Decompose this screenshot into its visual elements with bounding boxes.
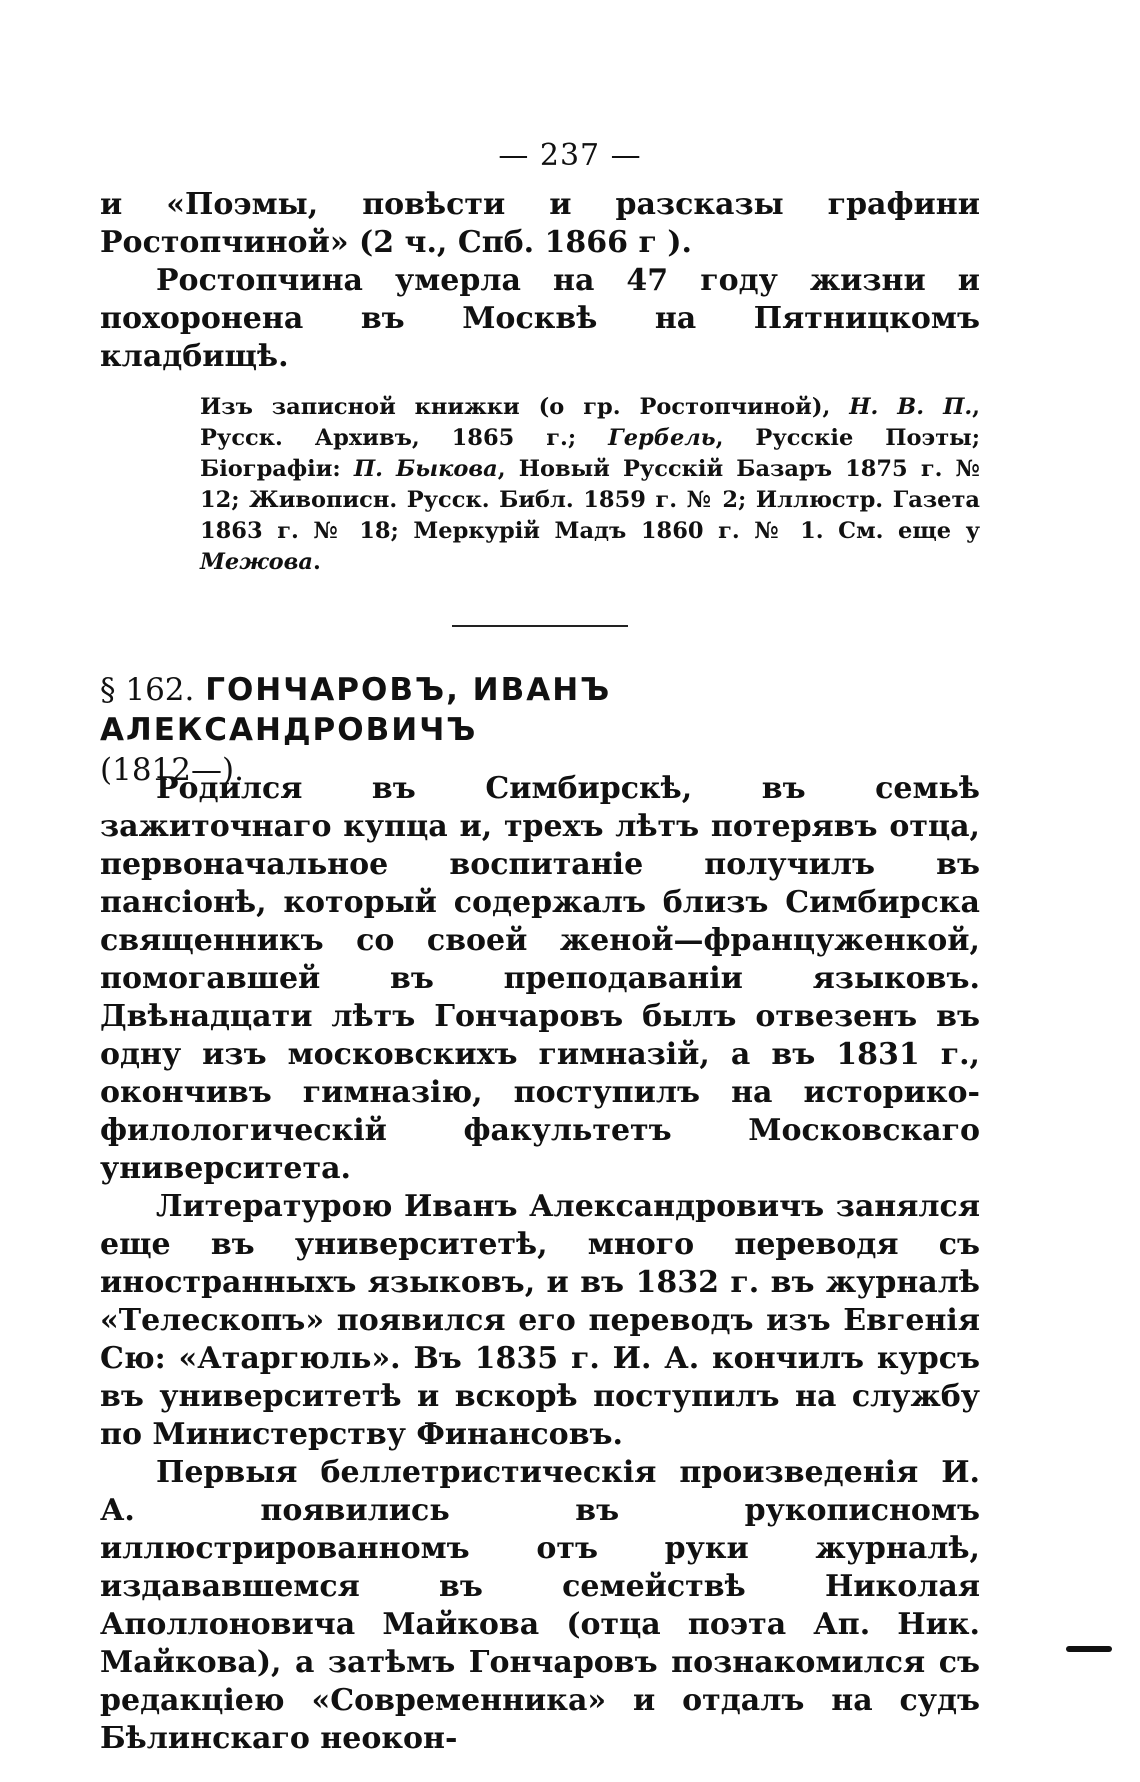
section-title: ГОНЧАРОВЪ, ИВАНЪ АЛЕКСАНДРОВИЧЪ bbox=[100, 672, 612, 748]
note-text-b: , Русск. Архивъ, 1865 г.; bbox=[200, 394, 981, 451]
bibliography-note bbox=[200, 392, 980, 578]
body-paragraph-1: Родился въ Симбирскѣ, въ семьѣ зажиточнаго купца и, трехъ лѣтъ потерявъ отца, первоначальное воспитаніе получилъ въ пансіонѣ, который содержалъ близъ Симбирска священникъ со своей женой—француженкой, помогавшей въ преподаваніи языковъ. Двѣнадцати лѣтъ Гончаровъ былъ отвезенъ въ одну изъ московскихъ гимназій, а въ 1831 г., окончивъ гимназію, поступилъ на историко-филологическій факультетъ Московскаго университета. bbox=[100, 771, 980, 1186]
death-paragraph: Ростопчина умерла на 47 году жизни и похоронена въ Москвѣ на Пятницкомъ кладбищѣ. bbox=[100, 263, 980, 374]
continuation-paragraph: и «Поэмы, повѣсти и разсказы графини Ростопчиной» (2 ч., Спб. 1866 г ). bbox=[100, 187, 980, 260]
section-number: § 162. bbox=[100, 672, 195, 708]
section-years: (1812—). bbox=[100, 752, 244, 788]
margin-mark bbox=[1066, 1646, 1112, 1652]
top-text-block bbox=[100, 186, 980, 376]
note-text-e: . bbox=[312, 549, 321, 575]
body-paragraph-2: Литературою Иванъ Александровичъ занялся еще въ университетѣ, много переводя съ иностранныхъ языковъ, и въ 1832 г. въ журналѣ «Телескопъ» появился его переводъ изъ Евгенія Сю: «Атаргюль». Въ 1835 г. И. А. кончилъ курсъ въ университетѣ и вскорѣ поступилъ на службу по Министерству Финансовъ. bbox=[100, 1189, 980, 1452]
note-author-c: П. Быкова bbox=[353, 456, 498, 482]
section-divider bbox=[452, 625, 628, 627]
note-author-b: Гербель bbox=[608, 425, 716, 451]
body-paragraph-3: Первыя беллетристическія произведенія И. А. появились въ рукописномъ иллюстрированномъ отъ руки журналѣ, издававшемся въ семействѣ Николая Аполлоновича Майкова (отца поэта Ап. Ник. Майкова), а затѣмъ Гончаровъ познакомился съ редакціею «Современника» и отдалъ на судъ Бѣлинскаго неокон- bbox=[100, 1455, 980, 1756]
note-text-c: , Русскіе Поэты; Біографіи: bbox=[200, 425, 981, 482]
page-number: — 237 — bbox=[498, 138, 642, 173]
main-text-block bbox=[100, 770, 980, 1758]
note-text-d: , Новый Русскій Базаръ 1875 г. № 12; Живописн. Русск. Библ. 1859 г. № 2; Иллюстр. Газета 1863 г. № 18; Меркурій Мадъ 1860 г. № 1. См. еще у bbox=[200, 456, 981, 544]
note-author-a: Н. В. П. bbox=[849, 394, 973, 420]
note-author-d: Межова bbox=[200, 549, 313, 575]
note-text-a: Изъ записной книжки (о гр. Ростопчиной), bbox=[200, 394, 850, 420]
